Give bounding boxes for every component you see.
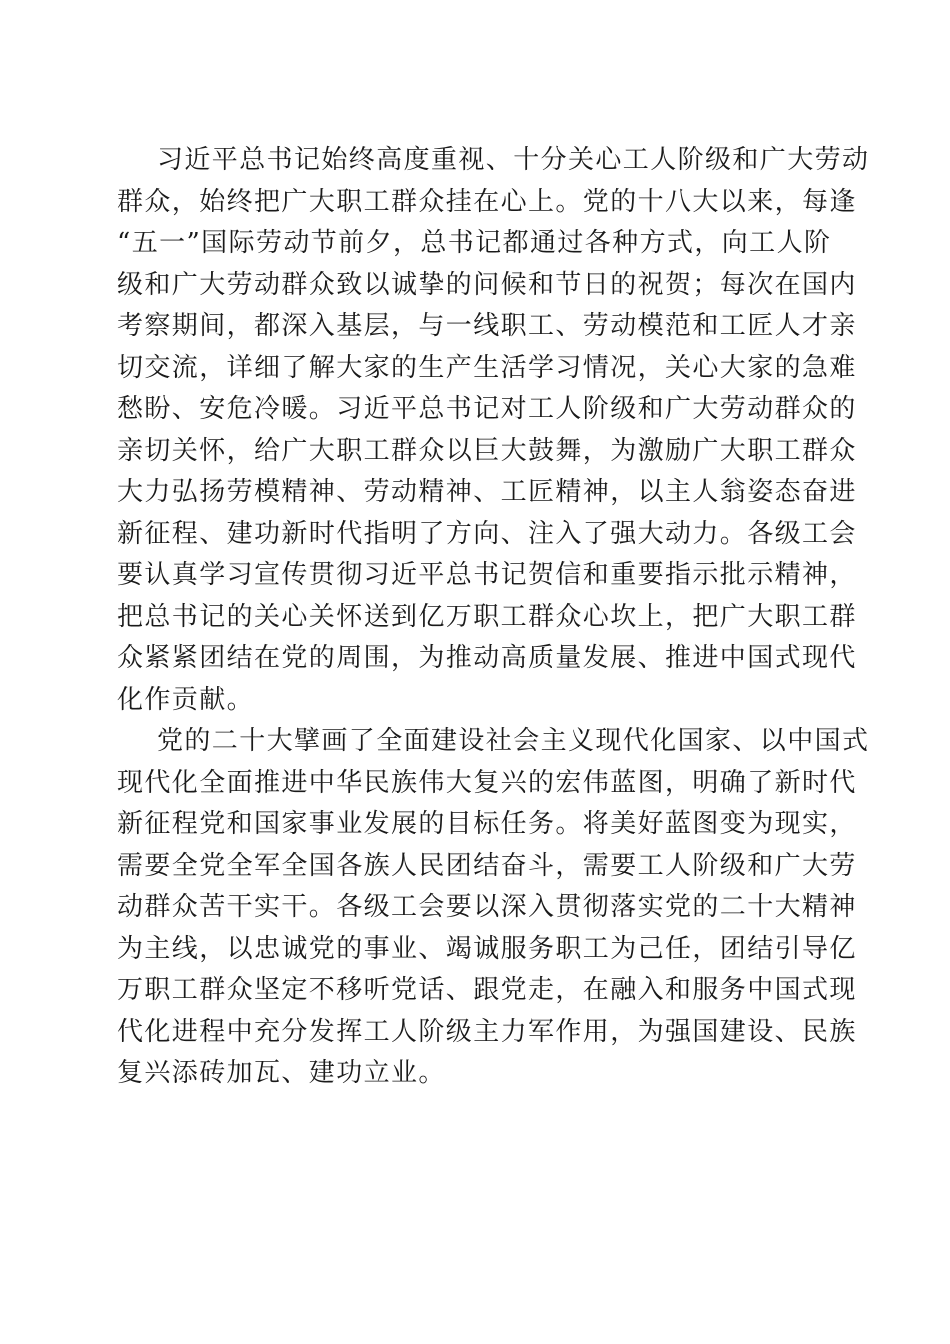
text-line: 新征程党和国家事业发展的目标任务。将美好蓝图变为现实， [117, 809, 857, 839]
text-line: 亲切关怀，给广大职工群众以巨大鼓舞，为激励广大职工群众 [117, 435, 857, 466]
document-body [117, 140, 870, 1095]
text-line: 要认真学习宣传贯彻习近平总书记贺信和重要指示批示精神， [117, 560, 857, 590]
text-line: 新征程、建功新时代指明了方向、注入了强大动力。各级工会 [117, 518, 857, 549]
text-line: 为主线，以忠诚党的事业、竭诚服务职工为己任，团结引导亿 [117, 933, 857, 964]
text-line: 把总书记的关心关怀送到亿万职工群众心坎上，把广大职工群 [117, 601, 857, 632]
text-line: 愁盼、安危冷暖。习近平总书记对工人阶级和广大劳动群众的 [117, 394, 857, 424]
text-line: 复兴添砖加瓦、建功立业。 [117, 1058, 446, 1088]
text-line: 众紧紧团结在党的周围，为推动高质量发展、推进中国式现代 [117, 643, 857, 673]
text-line: 级和广大劳动群众致以诚挚的问候和节日的祝贺；每次在国内 [117, 269, 857, 300]
text-line: “五一”国际劳动节前夕，总书记都通过各种方式，向工人阶 [117, 228, 832, 258]
paragraph-2 [117, 721, 870, 1095]
paragraph-1 [117, 140, 870, 721]
text-line: 切交流，详细了解大家的生产生活学习情况，关心大家的急难 [117, 352, 857, 383]
text-line: 党的二十大擘画了全面建设社会主义现代化国家、以中国式 [157, 726, 870, 756]
text-line: 习近平总书记始终高度重视、十分关心工人阶级和广大劳动 [157, 145, 870, 175]
text-line: 代化进程中充分发挥工人阶级主力军作用，为强国建设、民族 [117, 1016, 857, 1047]
text-line: 需要全党全军全国各族人民团结奋斗，需要工人阶级和广大劳 [117, 850, 857, 881]
text-line: 大力弘扬劳模精神、劳动精神、工匠精神，以主人翁姿态奋进 [117, 477, 857, 507]
text-line: 万职工群众坚定不移听党话、跟党走，在融入和服务中国式现 [117, 975, 857, 1005]
text-line: 现代化全面推进中华民族伟大复兴的宏伟蓝图，明确了新时代 [117, 767, 857, 798]
text-line: 动群众苦干实干。各级工会要以深入贯彻落实党的二十大精神 [117, 892, 857, 922]
text-line: 群众，始终把广大职工群众挂在心上。党的十八大以来，每逢 [117, 186, 857, 217]
text-line: 化作贡献。 [117, 684, 255, 715]
text-line: 考察期间，都深入基层，与一线职工、劳动模范和工匠人才亲 [117, 311, 857, 341]
